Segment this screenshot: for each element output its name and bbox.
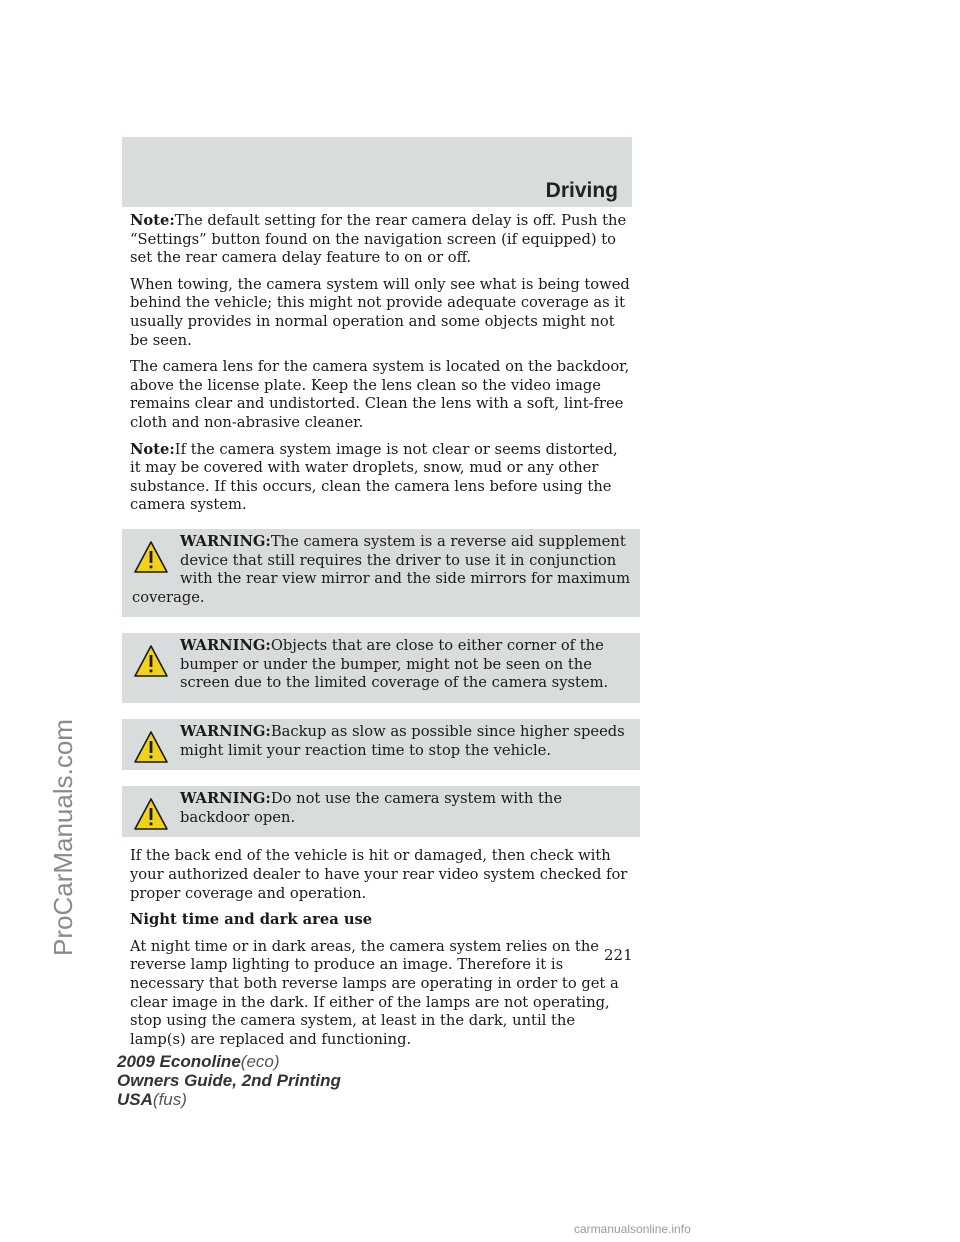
warning-box-2 [122, 633, 640, 703]
warning-text: The camera system is a reverse aid supplement device that still requires the driver to use it in conjunction with the rear view mirror and the side mirrors for maximum coverage. [132, 532, 630, 606]
note-paragraph-1 [130, 212, 632, 268]
warning-text: Do not use the camera system with the backdoor open. [180, 790, 563, 826]
warning-label: WARNING: [180, 637, 271, 655]
footer-line-3 [117, 1090, 341, 1109]
warning-triangle-icon [132, 727, 170, 767]
watermark-left-text: ProCarManuals.com [48, 719, 78, 956]
page-content [130, 212, 632, 1057]
footer-guide: Owners Guide, 2nd Printing [117, 1071, 341, 1090]
footer-model-code: (eco) [240, 1052, 280, 1071]
page-number: 221 [604, 946, 633, 964]
footer-line-1 [117, 1052, 341, 1071]
towing-paragraph: When towing, the camera system will only see what is being towed behind the vehicle; this might not provide adequate coverage as it usually provides in normal operation and some objects might not be seen. [130, 275, 630, 349]
warning-triangle-icon [132, 641, 170, 681]
note-text: The default setting for the rear camera delay is off. Push the “Settings” button found on the navigation screen (if equipped) to set the rear camera delay feature to on or off. [130, 212, 627, 267]
footer-imprint [117, 1052, 341, 1109]
warning-label: WARNING: [180, 532, 271, 550]
footer-market: USA [117, 1090, 153, 1109]
warning-text: Objects that are close to either corner of the bumper or under the bumper, might not be seen on the screen due to the limited coverage of the camera system. [180, 637, 609, 692]
lens-paragraph: The camera lens for the camera system is located on the backdoor, above the license plate. Keep the lens clean so the video image remains clear and undistorted. Clean the lens with a soft, lint-free cloth and non-abrasive cleaner. [130, 358, 630, 431]
damage-paragraph: If the back end of the vehicle is hit or damaged, then check with your authorized dealer to have your rear video system checked for proper coverage and operation. [130, 847, 628, 902]
section-title: Driving [545, 179, 618, 202]
warning-box-4 [122, 786, 640, 837]
note-label: Note: [130, 440, 175, 458]
note-paragraph-2 [130, 441, 632, 515]
note-text: If the camera system image is not clear or seems distorted, it may be covered with water droplets, snow, mud or any other substance. If this occurs, clean the camera lens before using the camera system. [130, 440, 618, 514]
night-paragraph: At night time or in dark areas, the camera system relies on the reverse lamp lighting to produce an image. Therefore it is necessary that both reverse lamps are operating in order to get a clear image in the dark. If either of the lamps are not operating, stop using the camera system, at least in the dark, until the lamp(s) are replaced and functioning. [130, 937, 619, 1048]
warning-triangle-icon [132, 537, 170, 577]
warning-box-3 [122, 719, 640, 770]
warning-box-1 [122, 529, 640, 617]
footer-market-code: (fus) [152, 1090, 187, 1109]
warning-label: WARNING: [180, 723, 271, 741]
footer-line-2 [117, 1071, 341, 1090]
footer-model: 2009 Econoline [117, 1052, 241, 1071]
warning-text: Backup as slow as possible since higher speeds might limit your reaction time to stop the vehicle. [180, 723, 625, 759]
watermark-bottom: carmanualsonline.info [574, 1222, 691, 1236]
section-heading: Night time and dark area use [130, 911, 373, 929]
note-label: Note: [130, 212, 175, 229]
watermark-left [6, 460, 78, 960]
warning-label: WARNING: [180, 790, 271, 808]
section-header-band [122, 137, 632, 207]
warning-triangle-icon [132, 794, 170, 834]
